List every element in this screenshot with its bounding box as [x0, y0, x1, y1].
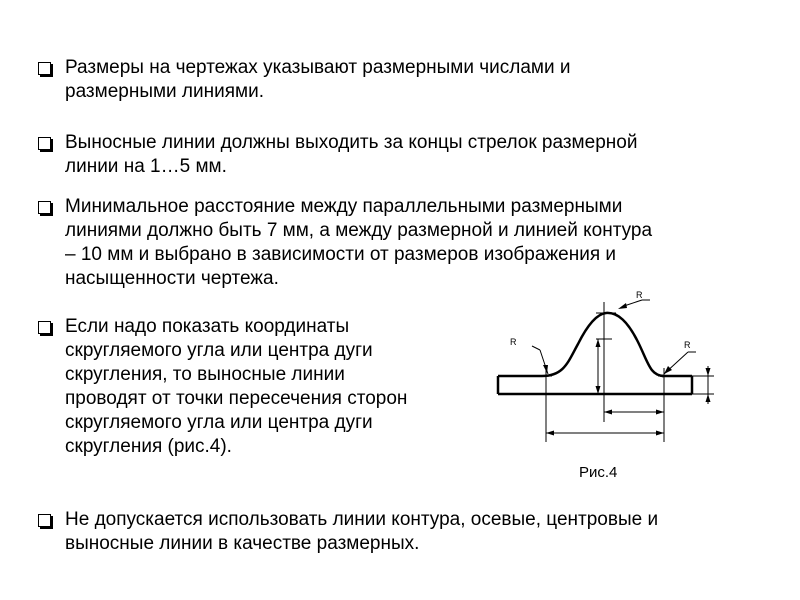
- figure-caption: Рис.4: [579, 464, 618, 481]
- bullet-line: скругления, то выносные линии: [65, 364, 345, 385]
- bullet-rounding-coordinates: [38, 315, 478, 459]
- checkbox-bullet-icon: [38, 321, 51, 334]
- bullet-text: [65, 508, 658, 556]
- bullet-line: скругления (рис.4).: [65, 436, 232, 457]
- extension-lines: [546, 302, 714, 442]
- bullet-text: [65, 131, 637, 179]
- dimension-lines: [532, 300, 708, 433]
- bullet-text: [65, 56, 570, 104]
- bullet-text: [65, 315, 407, 459]
- bullet-line: Если надо показать координаты: [65, 316, 350, 337]
- bullet-minimum-distance: [38, 195, 768, 291]
- checkbox-bullet-icon: [38, 137, 51, 150]
- bullet-text: [65, 195, 652, 291]
- bullet-extension-lines: [38, 131, 758, 179]
- bullet-line: насыщенности чертежа.: [65, 268, 279, 289]
- checkbox-bullet-icon: [38, 201, 51, 214]
- bullet-line: Выносные линии должны выходить за концы стрелок размерной: [65, 132, 638, 153]
- bullet-line: Не допускается использовать линии контура, осевые, центровые и: [65, 509, 659, 530]
- bullet-line: Минимальное расстояние между параллельными размерными: [65, 196, 623, 217]
- radius-labels: [510, 290, 691, 350]
- bullet-line: проводят от точки пересечения сторон: [65, 388, 408, 409]
- radius-label-right: R: [684, 340, 691, 350]
- bullet-line: линии на 1…5 мм.: [65, 156, 227, 177]
- checkbox-bullet-icon: [38, 62, 51, 75]
- bullet-line: выносные линии в качестве размерных.: [65, 533, 420, 554]
- bullet-line: – 10 мм и выбрано в зависимости от размеров изображения и: [65, 244, 617, 265]
- bullet-line: Размеры на чертежах указывают размерными числами и: [65, 57, 571, 78]
- bullet-line: скругляемого угла или центра дуги: [65, 340, 373, 361]
- checkbox-bullet-icon: [38, 514, 51, 527]
- radius-label-top: R: [636, 290, 643, 300]
- contour-plate: [498, 313, 692, 394]
- bullet-dimension-numbers: [38, 56, 738, 104]
- bullet-line: размерными линиями.: [65, 81, 264, 102]
- rounding-drawing-figure: [492, 282, 732, 462]
- bullet-line: линиями должно быть 7 мм, а между размерной и линией контура: [65, 220, 653, 241]
- radius-label-left: R: [510, 337, 517, 347]
- bullet-not-allowed-lines: [38, 508, 768, 556]
- bullet-line: скругляемого угла или центра дуги: [65, 412, 373, 433]
